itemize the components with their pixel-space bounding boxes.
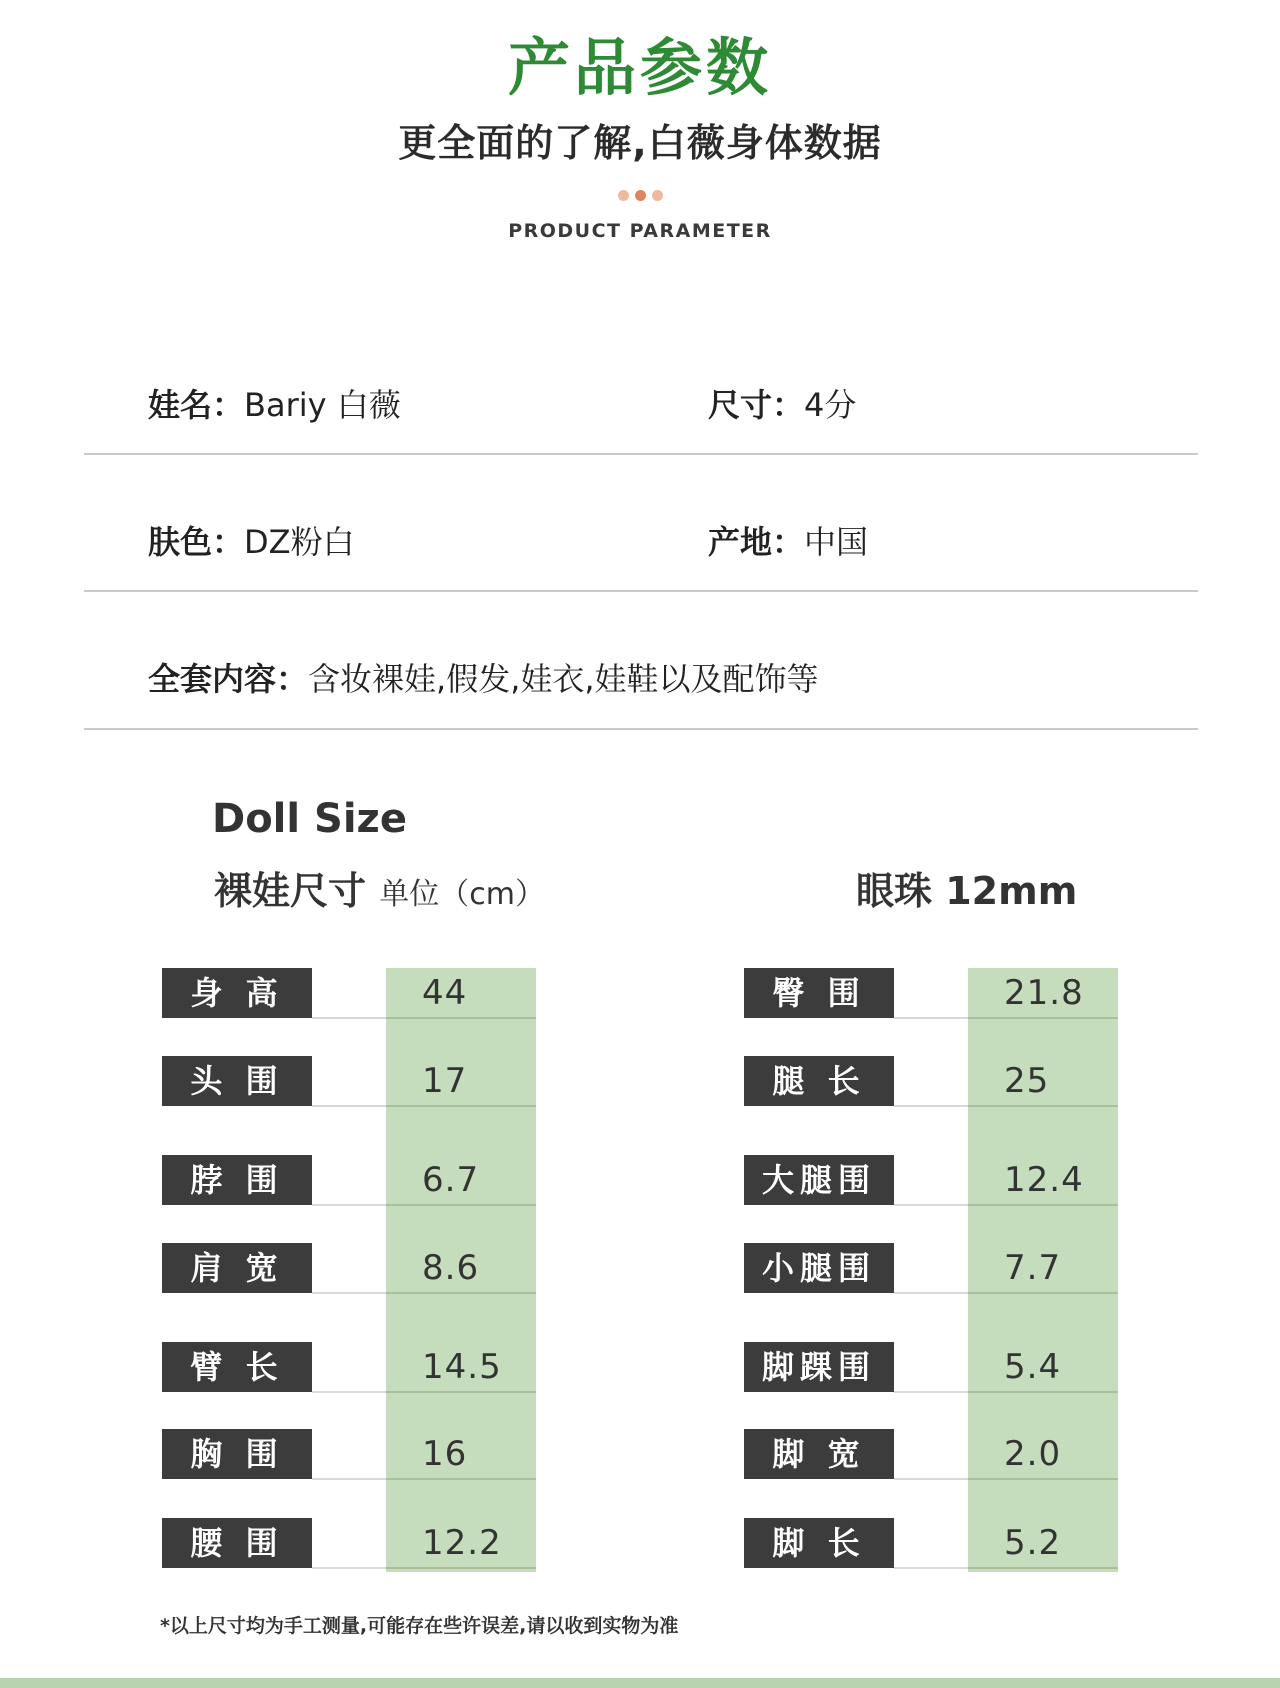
measurement-label: 大腿围: [744, 1155, 894, 1205]
measurement-label: 头 围: [162, 1056, 312, 1106]
param-origin-value: 中国: [804, 523, 869, 561]
measurement-value: 7.7: [1004, 1248, 1062, 1288]
dot-icon: [618, 190, 629, 201]
param-contents-label: 全套内容：: [148, 660, 309, 698]
measurement-label: 脚 长: [744, 1518, 894, 1568]
param-name-label: 娃名：: [148, 386, 245, 424]
english-subtitle: PRODUCT PARAMETER: [508, 220, 772, 242]
table-row: [162, 1155, 536, 1207]
doll-size-title-cn: [214, 860, 545, 915]
doll-size-title-en: Doll Size: [212, 796, 407, 842]
measurement-label: 身 高: [162, 968, 312, 1018]
measurement-value: 5.4: [1004, 1347, 1062, 1387]
table-row: [162, 1243, 536, 1295]
measurement-value: 17: [422, 1061, 468, 1101]
table-row: [744, 968, 1118, 1020]
measurement-label: 脚 宽: [744, 1429, 894, 1479]
param-name: [148, 380, 401, 426]
param-size: [708, 380, 856, 426]
measurement-label: 臀 围: [744, 968, 894, 1018]
table-row: [162, 1342, 536, 1394]
page-title: 产品参数: [507, 31, 772, 104]
table-row: [162, 1429, 536, 1481]
measurement-table-left: [162, 968, 582, 1572]
param-contents: [148, 654, 819, 700]
table-row: [162, 968, 536, 1020]
param-skin-label: 肤色：: [148, 523, 245, 561]
measurement-value: 5.2: [1004, 1523, 1062, 1563]
param-origin: [708, 517, 868, 563]
measurement-label: 小腿围: [744, 1243, 894, 1293]
measurement-value: 14.5: [422, 1347, 502, 1387]
measurement-label: 腰 围: [162, 1518, 312, 1568]
measurement-table-right: [744, 968, 1164, 1572]
measurement-value: 8.6: [422, 1248, 480, 1288]
measurement-label: 肩 宽: [162, 1243, 312, 1293]
decorative-dots: [616, 188, 666, 202]
measurement-value: 12.2: [422, 1523, 502, 1563]
param-skin-value: DZ粉白: [244, 523, 355, 561]
doll-size-unit: 单位（cm）: [379, 877, 545, 912]
table-row: [744, 1429, 1118, 1481]
divider: [84, 590, 1198, 592]
measurement-value: 12.4: [1004, 1160, 1084, 1200]
measurement-value: 21.8: [1004, 973, 1084, 1013]
divider: [84, 453, 1198, 455]
divider: [84, 728, 1198, 730]
measurement-label: 腿 长: [744, 1056, 894, 1106]
table-row: [162, 1056, 536, 1108]
table-row: [744, 1056, 1118, 1108]
measurement-value: 44: [422, 973, 468, 1013]
measurement-value: 2.0: [1004, 1434, 1062, 1474]
bottom-bar: [0, 1678, 1280, 1688]
doll-size-title-cn-text: 裸娃尺寸: [214, 869, 367, 913]
table-row: [162, 1518, 536, 1570]
measurement-value: 6.7: [422, 1160, 480, 1200]
param-skin: [148, 517, 355, 563]
measurement-label: 胸 围: [162, 1429, 312, 1479]
measurement-label: 臂 长: [162, 1342, 312, 1392]
footnote: *以上尺寸均为手工测量,可能存在些许误差,请以收到实物为准: [160, 1615, 679, 1637]
dot-icon: [635, 190, 646, 201]
eye-size: 眼珠 12mm: [856, 869, 1078, 913]
measurement-value: 25: [1004, 1061, 1050, 1101]
param-contents-value: 含妆裸娃,假发,娃衣,娃鞋以及配饰等: [308, 660, 819, 698]
table-row: [744, 1155, 1118, 1207]
param-origin-label: 产地：: [708, 523, 805, 561]
table-row: [744, 1518, 1118, 1570]
measurement-label: 脖 围: [162, 1155, 312, 1205]
param-name-value: Bariy 白薇: [244, 386, 401, 424]
measurement-value: 16: [422, 1434, 468, 1474]
param-size-value: 4分: [804, 386, 857, 424]
table-row: [744, 1342, 1118, 1394]
page-subtitle: 更全面的了解,白薇身体数据: [398, 121, 882, 165]
dot-icon: [652, 190, 663, 201]
table-row: [744, 1243, 1118, 1295]
param-size-label: 尺寸：: [708, 386, 805, 424]
measurement-label: 脚踝围: [744, 1342, 894, 1392]
